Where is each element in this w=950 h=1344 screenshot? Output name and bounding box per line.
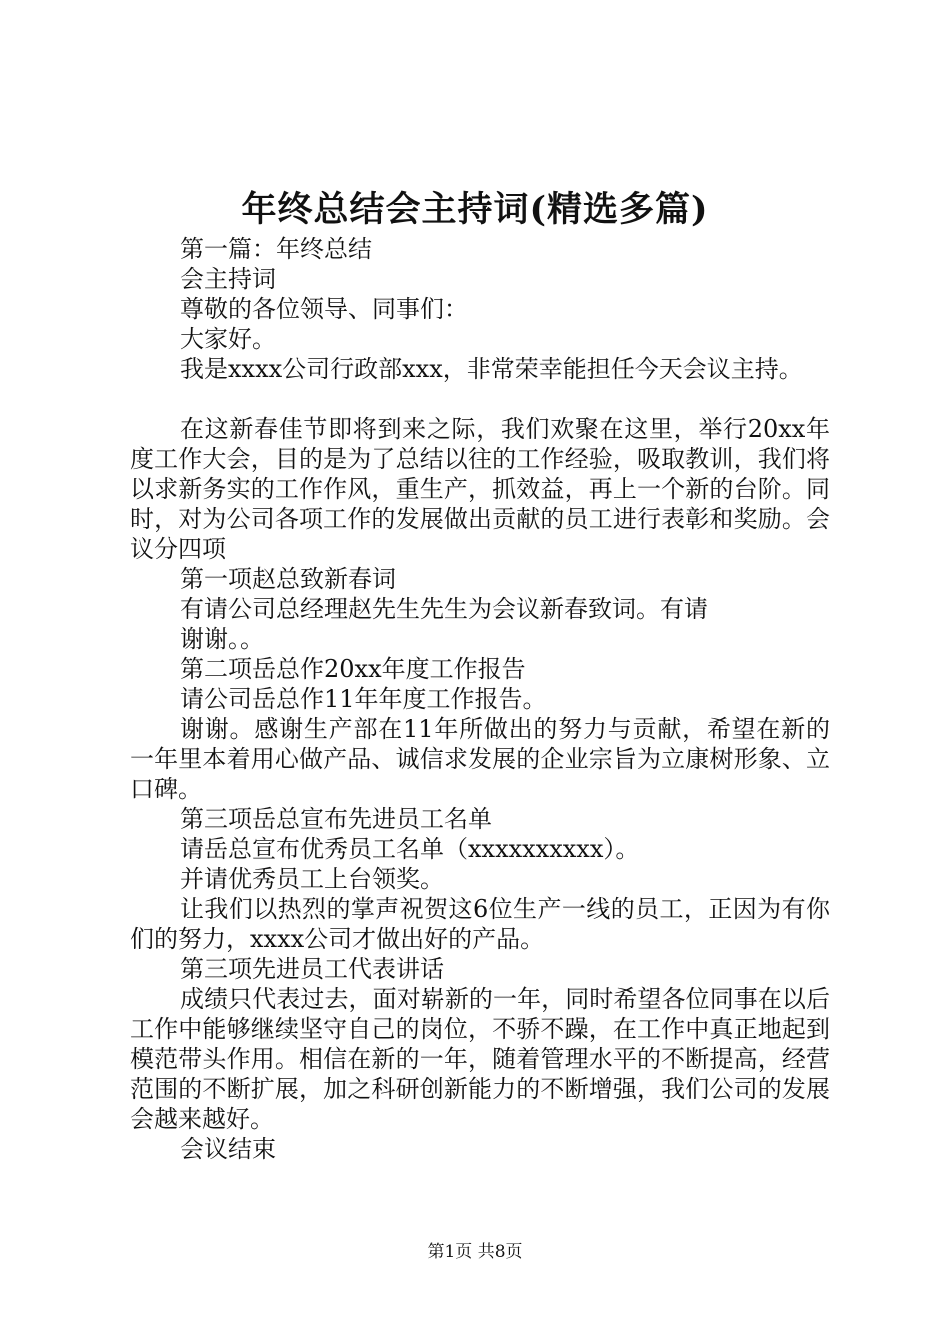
paragraph: 请公司岳总作11年年度工作报告。 <box>180 685 547 713</box>
page-footer: 第1页 共8页 <box>427 1242 523 1262</box>
paragraph: 会主持词 <box>180 265 276 293</box>
paragraph: 谢谢。。 <box>180 625 264 653</box>
paragraph: 并请优秀员工上台领奖。 <box>180 865 444 893</box>
document-title: 年终总结会主持词(精选多篇) <box>241 189 709 230</box>
paragraph: 尊敬的各位领导、同事们： <box>180 295 468 323</box>
paragraph: 第二项岳总作20xx年度工作报告 <box>180 655 526 683</box>
paragraph: 请岳总宣布优秀员工名单（xxxxxxxxxx）。 <box>180 835 640 863</box>
paragraph: 我是xxxx公司行政部xxx，非常荣幸能担任今天会议主持。 <box>180 355 803 383</box>
paragraph: 会议结束 <box>180 1135 276 1163</box>
paragraph: 第三项先进员工代表讲话 <box>180 955 444 983</box>
paragraph: 有请公司总经理赵先生先生为会议新春致词。有请 <box>180 595 708 623</box>
paragraph: 大家好。 <box>180 325 276 353</box>
paragraph: 谢谢。感谢生产部在11年所做出的努力与贡献，希望在新的一年里本着用心做产品、诚信求发展的企业宗旨为立康树形象、立口碑。 <box>130 715 830 803</box>
paragraph: 第一项赵总致新春词 <box>180 565 396 593</box>
document-body <box>130 234 830 1164</box>
paragraph: 第三项岳总宣布先进员工名单 <box>180 805 492 833</box>
paragraph: 成绩只代表过去，面对崭新的一年，同时希望各位同事在以后工作中能够继续坚守自己的岗位，不骄不躁，在工作中真正地起到模范带头作用。相信在新的一年，随着管理水平的不断提高，经营范围的不断扩展，加之科研创新能力的不断增强，我们公司的发展会越来越好。 <box>130 985 830 1133</box>
paragraph: 在这新春佳节即将到来之际，我们欢聚在这里，举行20xx年度工作大会，目的是为了总结以往的工作经验，吸取教训，我们将以求新务实的工作作风，重生产，抓效益，再上一个新的台阶。同时，对为公司各项工作的发展做出贡献的员工进行表彰和奖励。会议分四项 <box>130 415 830 563</box>
paragraph: 让我们以热烈的掌声祝贺这6位生产一线的员工，正因为有你们的努力，xxxx公司才做出好的产品。 <box>130 895 830 953</box>
paragraph: 第一篇：年终总结 <box>180 235 372 263</box>
